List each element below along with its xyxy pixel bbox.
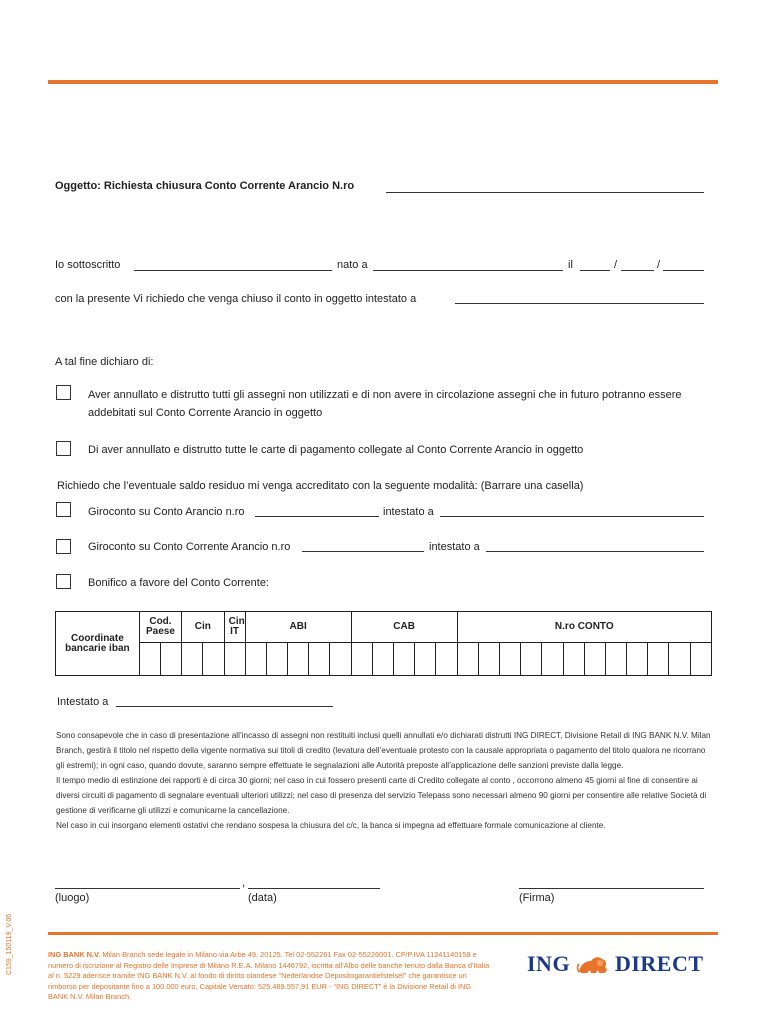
legal-notes	[56, 728, 714, 833]
birth-day-field[interactable]	[580, 270, 610, 271]
document-code: C159_150119_V.06	[6, 913, 13, 975]
sottoscritto-label: Io sottoscritto	[55, 259, 121, 271]
iban-cell[interactable]	[330, 643, 351, 676]
date-slash-2: /	[657, 259, 661, 271]
iban-cell[interactable]	[499, 643, 520, 676]
data-field[interactable]	[248, 888, 380, 889]
iban-cell[interactable]	[139, 643, 160, 676]
firma-field[interactable]	[519, 888, 704, 889]
iban-cell[interactable]	[521, 643, 542, 676]
iban-cell[interactable]	[415, 643, 436, 676]
giroconto-arancio-number-field[interactable]	[255, 516, 379, 517]
option-giroconto-arancio-label: Giroconto su Conto Arancio n.ro	[88, 506, 245, 518]
iban-cell[interactable]	[351, 643, 372, 676]
iban-cell[interactable]	[288, 643, 309, 676]
iban-cin-it-header: Cin IT	[224, 612, 245, 643]
birth-month-field[interactable]	[621, 270, 654, 271]
legal-note-ostativi: Nel caso in cui insorgano elementi ostativi che rendano sospesa la chiusura del c/c, la banca si impegna ad effettuare formale comunicazione al cliente.	[56, 821, 606, 830]
richiedo-text: Richiedo che l’eventuale saldo residuo mi venga accreditato con la seguente modalità: (Barrare una casella)	[57, 480, 584, 492]
dichiaro-heading: A tal fine dichiaro di:	[55, 356, 154, 368]
iban-cin-header: Cin	[182, 612, 224, 643]
iban-cell[interactable]	[563, 643, 584, 676]
ing-direct-logo	[527, 951, 704, 981]
top-orange-rule	[48, 80, 718, 84]
signature-comma: ,	[242, 877, 246, 889]
iban-cell[interactable]	[584, 643, 605, 676]
iban-cell[interactable]	[309, 643, 330, 676]
giroconto-corrente-intestato-field[interactable]	[486, 551, 704, 552]
option-giroconto-corrente-label: Giroconto su Conto Corrente Arancio n.ro	[88, 541, 291, 553]
iban-cell[interactable]	[372, 643, 393, 676]
option-giroconto-corrente-intestato: intestato a	[429, 541, 480, 553]
birth-year-field[interactable]	[663, 270, 704, 271]
intestato-label: Intestato a	[57, 696, 109, 708]
legal-note-assegni: Sono consapevole che in caso di presentazione all’incasso di assegni non restituiti inclusi quelli annullati e/o dichiarati distrutti ING DIRECT, Divisione Retail di ING BANK N.V. Milan Branch, gestirà il titolo nel rispetto della vigente normativa sui titoli di credito (levatura dell’eventuale protesto con la causale appropriata o pagamento del titolo qualora ne ricorrano gli estremi); in ogni caso, quando dovute, saranno sempre effettuate le segnalazioni alle Autorità preposte all’applicazione delle sanzioni previste dalla legge.	[56, 731, 711, 770]
luogo-field[interactable]	[55, 888, 240, 889]
option-bonifico-label: Bonifico a favore del Conto Corrente:	[88, 577, 269, 589]
birthplace-field[interactable]	[373, 270, 563, 271]
declaration-carte-text: Di aver annullato e distrutto tutte le carte di pagamento collegate al Conto Corrente Arancio in oggetto	[88, 444, 584, 456]
iban-cab-header: CAB	[351, 612, 457, 643]
iban-cell[interactable]	[478, 643, 499, 676]
iban-table	[55, 611, 712, 676]
intestato-field[interactable]	[116, 706, 333, 707]
footer-bank-name: ING BANK N.V.	[48, 950, 101, 959]
conto-number-field[interactable]	[386, 192, 704, 193]
iban-cell[interactable]	[627, 643, 648, 676]
iban-cell[interactable]	[436, 643, 457, 676]
iban-cell[interactable]	[669, 643, 690, 676]
footer-legal-text	[48, 950, 492, 1003]
iban-conto-header: N.ro CONTO	[457, 612, 711, 643]
date-slash-1: /	[614, 259, 618, 271]
footer-bank-details: Milan Branch sede legale in Milano via Arbe 49, 20125. Tel 02-552261 Fax 02-55226001. CF/P.IVA 11241140158 e numero di iscrizione al Registro delle Imprese di Milano R.E.A. Milano 1446792, iscritta all’Albo delle banche tenuto dalla Banca d’Italia al n. 5229 aderisce tramite ING BANK N.V. al fondo di diritto olandese “Nederlandse Depositogarantiefstelsel” che garantisce un rimborso per depositante fino a 100.000 euro, Capitale Versato: 525.489.557,91 EUR - “ING DIRECT” è la Divisione Retail di ING BANK N.V. Milan Branch.	[48, 950, 490, 1001]
giroconto-corrente-number-field[interactable]	[302, 551, 424, 552]
iban-cell[interactable]	[457, 643, 478, 676]
iban-cell[interactable]	[182, 643, 203, 676]
option-checkbox-giroconto-corrente[interactable]	[56, 539, 71, 554]
name-field[interactable]	[134, 270, 332, 271]
iban-cell[interactable]	[160, 643, 181, 676]
il-label: il	[568, 259, 573, 271]
logo-text-ing: ING	[527, 951, 571, 976]
iban-cell[interactable]	[203, 643, 224, 676]
option-checkbox-giroconto-arancio[interactable]	[56, 502, 71, 517]
iban-cell[interactable]	[648, 643, 669, 676]
declaration-checkbox-carte[interactable]	[56, 441, 71, 456]
nato-label: nato a	[337, 259, 368, 271]
request-text: con la presente Vi richiedo che venga chiuso il conto in oggetto intestato a	[55, 293, 417, 305]
iban-abi-header: ABI	[245, 612, 351, 643]
subject-title: Oggetto: Richiesta chiusura Conto Corrente Arancio N.ro	[55, 180, 355, 192]
luogo-label: (luogo)	[55, 892, 90, 904]
data-label: (data)	[248, 892, 277, 904]
footer-orange-rule	[48, 932, 718, 935]
logo-text-direct: DIRECT	[614, 951, 704, 976]
lion-icon	[576, 952, 610, 976]
iban-cell[interactable]	[266, 643, 287, 676]
option-giroconto-arancio-intestato: intestato a	[383, 506, 434, 518]
option-checkbox-bonifico[interactable]	[56, 574, 71, 589]
giroconto-arancio-intestato-field[interactable]	[440, 516, 704, 517]
iban-cell[interactable]	[394, 643, 415, 676]
iban-cell[interactable]	[245, 643, 266, 676]
iban-cell[interactable]	[224, 643, 245, 676]
declaration-checkbox-assegni[interactable]	[56, 385, 71, 400]
iban-coordinate-label: Coordinate bancarie iban	[56, 612, 140, 676]
firma-label: (Firma)	[519, 892, 555, 904]
declaration-assegni-line2: addebitati sul Conto Corrente Arancio in oggetto	[88, 407, 323, 419]
iban-cell[interactable]	[605, 643, 626, 676]
iban-cod-paese-header: Cod. Paese	[139, 612, 181, 643]
declaration-assegni-line1: Aver annullato e distrutto tutti gli assegni non utilizzati e di non avere in circolazione assegni che in futuro potranno essere	[88, 389, 682, 401]
iban-cell[interactable]	[690, 643, 711, 676]
iban-cell[interactable]	[542, 643, 563, 676]
legal-note-tempi: Il tempo medio di estinzione dei rapporti è di circa 30 giorni; nel caso in cui fossero presenti carte di Credito collegate al conto , occorrono almeno 45 giorni al fine di consentire ai diversi circuiti di pagamento di segnalare eventuali ulteriori utilizzi; nel caso di presenza del servizio Telepass sono necessari almeno 90 giorni per consentire alle relative Società di gestione di verificarne gli utilizzi e comunicarne la cancellazione.	[56, 776, 707, 815]
intestatario-field[interactable]	[455, 303, 704, 304]
